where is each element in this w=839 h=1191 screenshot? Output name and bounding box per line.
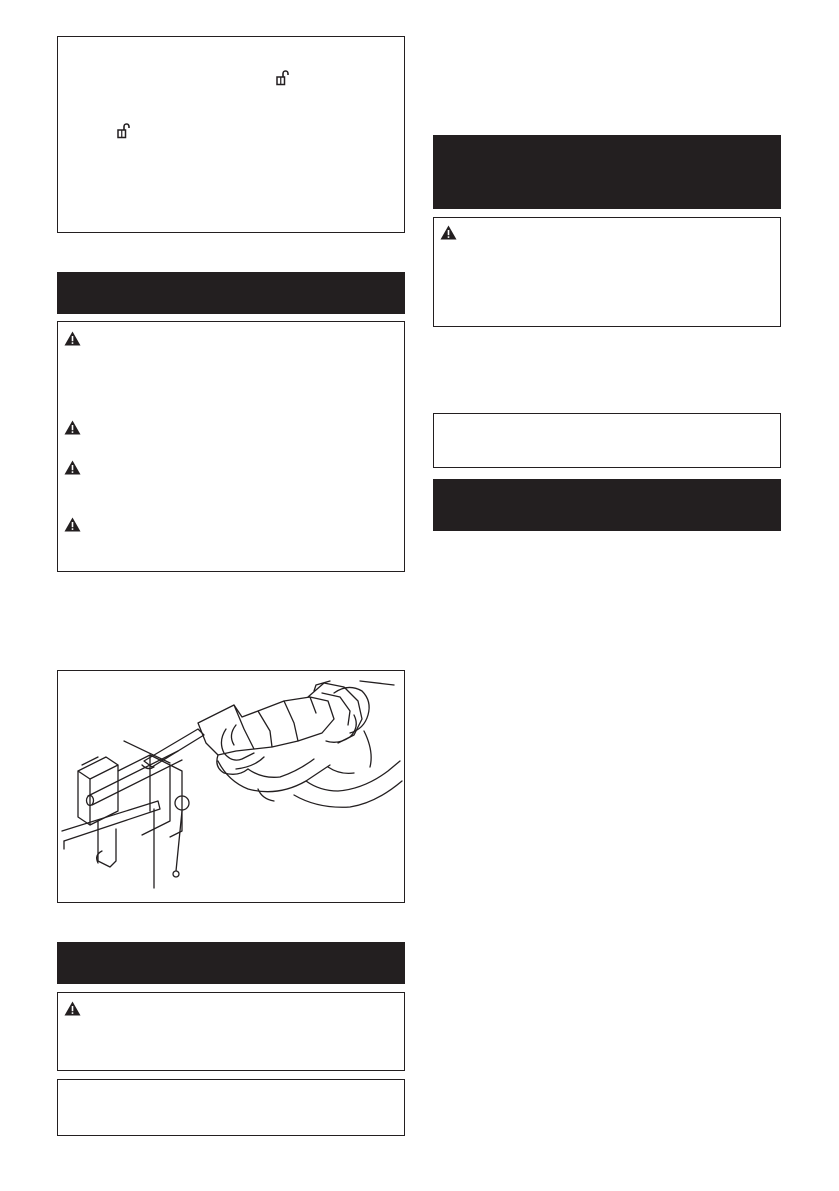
padlock-unlocked-icon <box>276 70 289 86</box>
warning-box <box>57 992 405 1071</box>
section-header-bar <box>57 942 405 984</box>
sawing-pipe-illustration <box>58 671 404 902</box>
warning-triangle-icon <box>64 420 81 435</box>
warning-triangle-icon <box>440 225 457 240</box>
section-header-bar <box>57 272 405 314</box>
warning-triangle-icon <box>64 517 81 532</box>
section-header-bar <box>433 479 781 531</box>
note-box <box>57 1079 405 1136</box>
warning-box <box>433 217 781 327</box>
padlock-unlocked-icon <box>117 123 130 139</box>
warning-triangle-icon <box>64 331 81 346</box>
figure-sawing-pipe-in-vise <box>57 670 405 903</box>
warning-box <box>57 321 405 572</box>
warning-triangle-icon <box>64 460 81 475</box>
section-header-bar <box>433 135 781 209</box>
note-box <box>433 413 781 468</box>
warning-triangle-icon <box>64 1001 81 1016</box>
note-box-unlock <box>57 36 405 233</box>
